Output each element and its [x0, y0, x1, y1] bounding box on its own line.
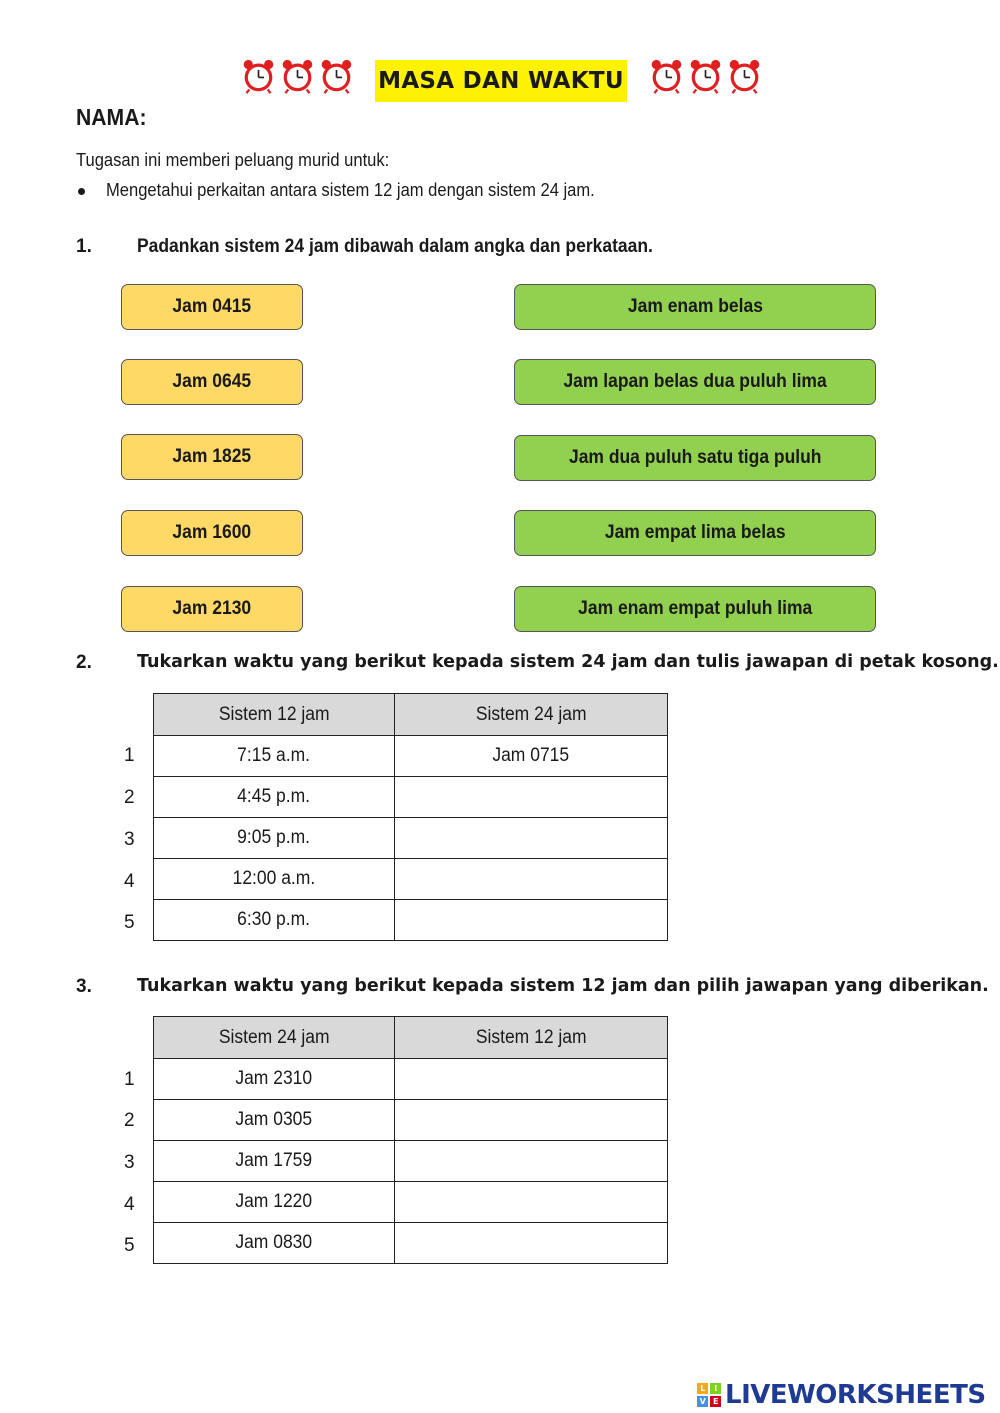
- row-number: 3: [124, 1152, 135, 1173]
- table-header: Sistem 24 jam: [154, 1017, 395, 1059]
- table-row: [154, 736, 668, 777]
- table-cell-question: Jam 1759: [154, 1141, 395, 1182]
- answer-select[interactable]: [395, 1100, 668, 1141]
- clock-icons-right: [648, 58, 763, 95]
- match-right-item[interactable]: Jam enam belas: [514, 284, 876, 330]
- row-number: 3: [124, 829, 135, 850]
- match-left-item[interactable]: Jam 0415: [121, 284, 303, 330]
- table-row: [154, 818, 668, 859]
- name-label: NAMA:: [76, 104, 147, 130]
- liveworksheets-logo: [697, 1380, 986, 1410]
- row-number: 2: [124, 787, 135, 808]
- q3-number: 3.: [76, 976, 92, 997]
- q2-instruction: Tukarkan waktu yang berikut kepada sistem 24 jam dan tulis jawapan di petak kosong.: [137, 652, 999, 672]
- answer-input[interactable]: [395, 900, 668, 941]
- table-cell-question: 7:15 a.m.: [154, 736, 395, 777]
- match-right-item[interactable]: Jam lapan belas dua puluh lima: [514, 359, 876, 405]
- table-row: [154, 1223, 668, 1264]
- alarm-clock-icon: [687, 58, 724, 95]
- page-title: MASA DAN WAKTU: [375, 60, 627, 102]
- answer-input[interactable]: [395, 818, 668, 859]
- clock-icons-left: [240, 58, 355, 95]
- row-number: 5: [124, 912, 135, 933]
- table-row: [154, 777, 668, 818]
- answer-select[interactable]: [395, 1223, 668, 1264]
- match-right-item[interactable]: Jam empat lima belas: [514, 510, 876, 556]
- alarm-clock-icon: [318, 58, 355, 95]
- table-cell-question: Jam 2310: [154, 1059, 395, 1100]
- table-row: [154, 1059, 668, 1100]
- answer-input[interactable]: [395, 777, 668, 818]
- q3-instruction: Tukarkan waktu yang berikut kepada sistem 12 jam dan pilih jawapan yang diberikan.: [137, 976, 989, 996]
- liveworksheets-logo-icon: L I V E: [697, 1383, 721, 1407]
- bullet-icon: [78, 188, 85, 195]
- alarm-clock-icon: [279, 58, 316, 95]
- row-number: 4: [124, 871, 135, 892]
- row-number: 2: [124, 1110, 135, 1131]
- q1-number: 1.: [76, 236, 92, 257]
- answer-input[interactable]: [395, 859, 668, 900]
- table-cell-question: 9:05 p.m.: [154, 818, 395, 859]
- answer-select[interactable]: [395, 1059, 668, 1100]
- table-row: [154, 1100, 668, 1141]
- q2-table: [153, 693, 668, 941]
- match-left-item[interactable]: Jam 0645: [121, 359, 303, 405]
- row-number: 1: [124, 745, 135, 766]
- table-row: [154, 859, 668, 900]
- table-cell-question: 4:45 p.m.: [154, 777, 395, 818]
- q3-table: [153, 1016, 668, 1264]
- table-row: [154, 900, 668, 941]
- alarm-clock-icon: [240, 58, 277, 95]
- table-cell-question: 6:30 p.m.: [154, 900, 395, 941]
- table-cell-question: Jam 0830: [154, 1223, 395, 1264]
- match-right-item[interactable]: Jam enam empat puluh lima: [514, 586, 876, 632]
- alarm-clock-icon: [726, 58, 763, 95]
- match-left-item[interactable]: Jam 2130: [121, 586, 303, 632]
- match-left-item[interactable]: Jam 1600: [121, 510, 303, 556]
- intro-text: Tugasan ini memberi peluang murid untuk:: [76, 150, 390, 170]
- row-number: 5: [124, 1235, 135, 1256]
- table-cell-question: Jam 0305: [154, 1100, 395, 1141]
- table-cell-answer: Jam 0715: [395, 736, 668, 777]
- brand-name: LIVEWORKSHEETS: [725, 1380, 986, 1410]
- table-header: Sistem 12 jam: [154, 694, 395, 736]
- intro-bullet: Mengetahui perkaitan antara sistem 12 jam dengan sistem 24 jam.: [106, 180, 595, 200]
- match-left-item[interactable]: Jam 1825: [121, 434, 303, 480]
- row-number: 4: [124, 1194, 135, 1215]
- table-cell-question: 12:00 a.m.: [154, 859, 395, 900]
- alarm-clock-icon: [648, 58, 685, 95]
- table-header: Sistem 12 jam: [395, 1017, 668, 1059]
- table-row: [154, 1182, 668, 1223]
- row-number: 1: [124, 1069, 135, 1090]
- answer-select[interactable]: [395, 1141, 668, 1182]
- match-right-item[interactable]: Jam dua puluh satu tiga puluh: [514, 435, 876, 481]
- q1-instruction: Padankan sistem 24 jam dibawah dalam angka dan perkataan.: [137, 236, 653, 257]
- answer-select[interactable]: [395, 1182, 668, 1223]
- table-row: [154, 1141, 668, 1182]
- table-header: Sistem 24 jam: [395, 694, 668, 736]
- q2-number: 2.: [76, 652, 92, 673]
- table-cell-question: Jam 1220: [154, 1182, 395, 1223]
